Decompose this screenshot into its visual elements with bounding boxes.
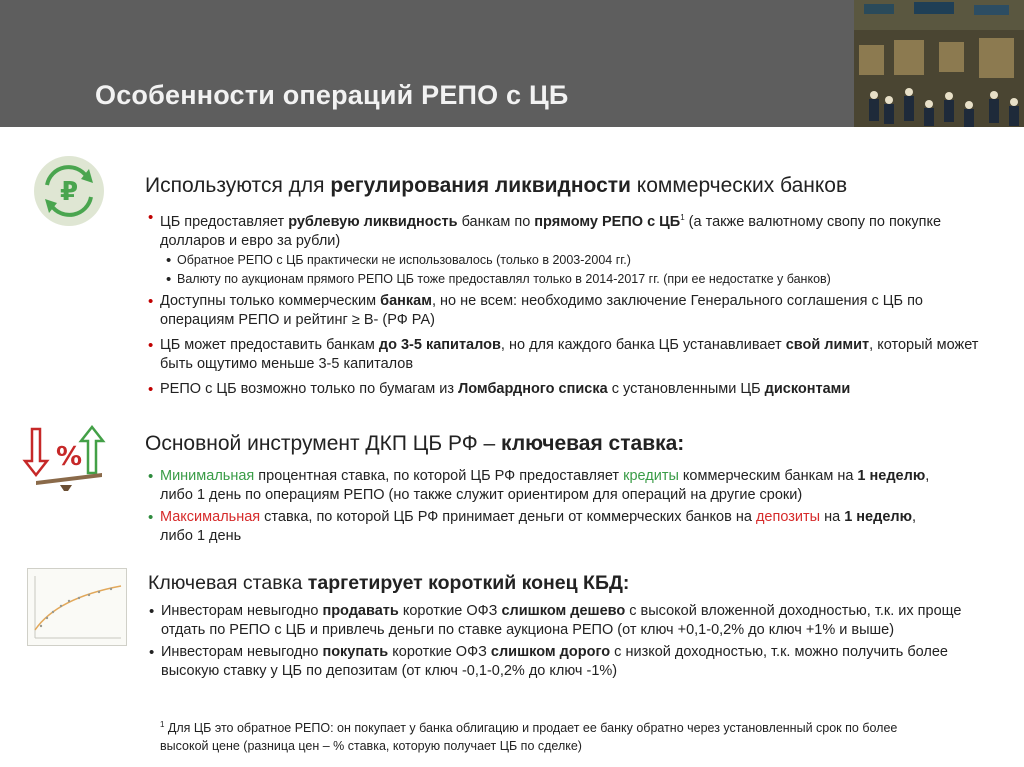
percent-scale-icon	[22, 425, 110, 493]
section2-bullets	[160, 467, 940, 546]
list-item: • Инвесторам невыгодно продавать короткие ОФЗ слишком дешево с высокой вложенной доходностью, т.к. их проще отдать по РЕПО с ЦБ и привлечь деньги по ставке аукциона РЕПО (от ключ +0,1-0,2% до ключ +1% и выше)	[161, 602, 991, 640]
section2-heading	[145, 432, 684, 456]
section1-heading-pre: Используются для	[145, 174, 331, 197]
list-item: • Минимальная процентная ставка, по которой ЦБ РФ предоставляет кредиты коммерческим банкам на 1 неделю, либо 1 день по операциям РЕПО (но также служит ориентиром для операций на другие сроки)	[160, 467, 940, 505]
section2-heading-pre: Основной инструмент ДКП ЦБ РФ –	[145, 432, 502, 455]
footnote	[160, 716, 940, 755]
list-item: • РЕПО с ЦБ возможно только по бумагам из Ломбардного списка с установленными ЦБ дисконтами	[160, 380, 980, 399]
section1-bullets	[160, 208, 980, 399]
trading-floor-photo	[854, 0, 1024, 127]
list-item: • Инвесторам невыгодно покупать короткие ОФЗ слишком дорого с низкой доходностью, т.к. можно получить более высокую ставку у ЦБ по депозитам (от ключ -0,1-0,2% до ключ -1%)	[161, 643, 991, 681]
section1-heading-bold: регулирования ликвидности	[330, 174, 631, 197]
svg-text:%: %	[55, 442, 83, 472]
ruble-cycle-icon	[33, 155, 105, 227]
footnote-text: Для ЦБ это обратное РЕПО: он покупает у банка облигацию и продает ее банку обратно через установленный срок по более высокой цене (разница цен – % ставка, которую получает ЦБ по сделке)	[160, 721, 898, 754]
list-item: • Валюту по аукционам прямого РЕПО ЦБ тоже предоставлял только в 2014-2017 гг. (при ее недостатке у банков)	[177, 270, 980, 289]
section3-heading	[148, 572, 629, 595]
list-item: • Доступны только коммерческим банкам, но не всем: необходимо заключение Генерального соглашения с ЦБ по операциям РЕПО и рейтинг ≥ B- (РФ РА)	[160, 292, 980, 330]
section1-heading-post: коммерческих банков	[630, 174, 848, 197]
section3-bullets	[161, 602, 991, 681]
svg-text:₽: ₽	[59, 177, 79, 207]
list-item: • ЦБ предоставляет рублевую ликвидность банкам по прямому РЕПО с $ЦБ^1$ (а также валютному свопу по покупке долларов и евро за рубли)	[160, 208, 980, 251]
section3-heading-bold: таргетирует короткий конец КБД:	[307, 572, 630, 594]
yield-curve-chart-icon	[27, 568, 127, 646]
section1-heading	[145, 174, 847, 198]
slide-title: Особенности операций РЕПО с ЦБ	[95, 80, 569, 110]
footnote-marker: 1	[160, 720, 165, 729]
list-item: • ЦБ может предоставить банкам до 3-5 капиталов, но для каждого банка ЦБ устанавливает свой лимит, который может быть ощутимо меньше 3-5 капиталов	[160, 336, 980, 374]
list-item: • Максимальная ставка, по которой ЦБ РФ принимает деньги от коммерческих банков на депозиты на 1 неделю, либо 1 день	[160, 508, 940, 546]
section2-heading-bold: ключевая ставка:	[501, 432, 685, 455]
list-item: • Обратное РЕПО с ЦБ практически не использовалось (только в 2003-2004 гг.)	[177, 251, 980, 270]
section3-heading-pre: Ключевая ставка	[148, 572, 308, 594]
